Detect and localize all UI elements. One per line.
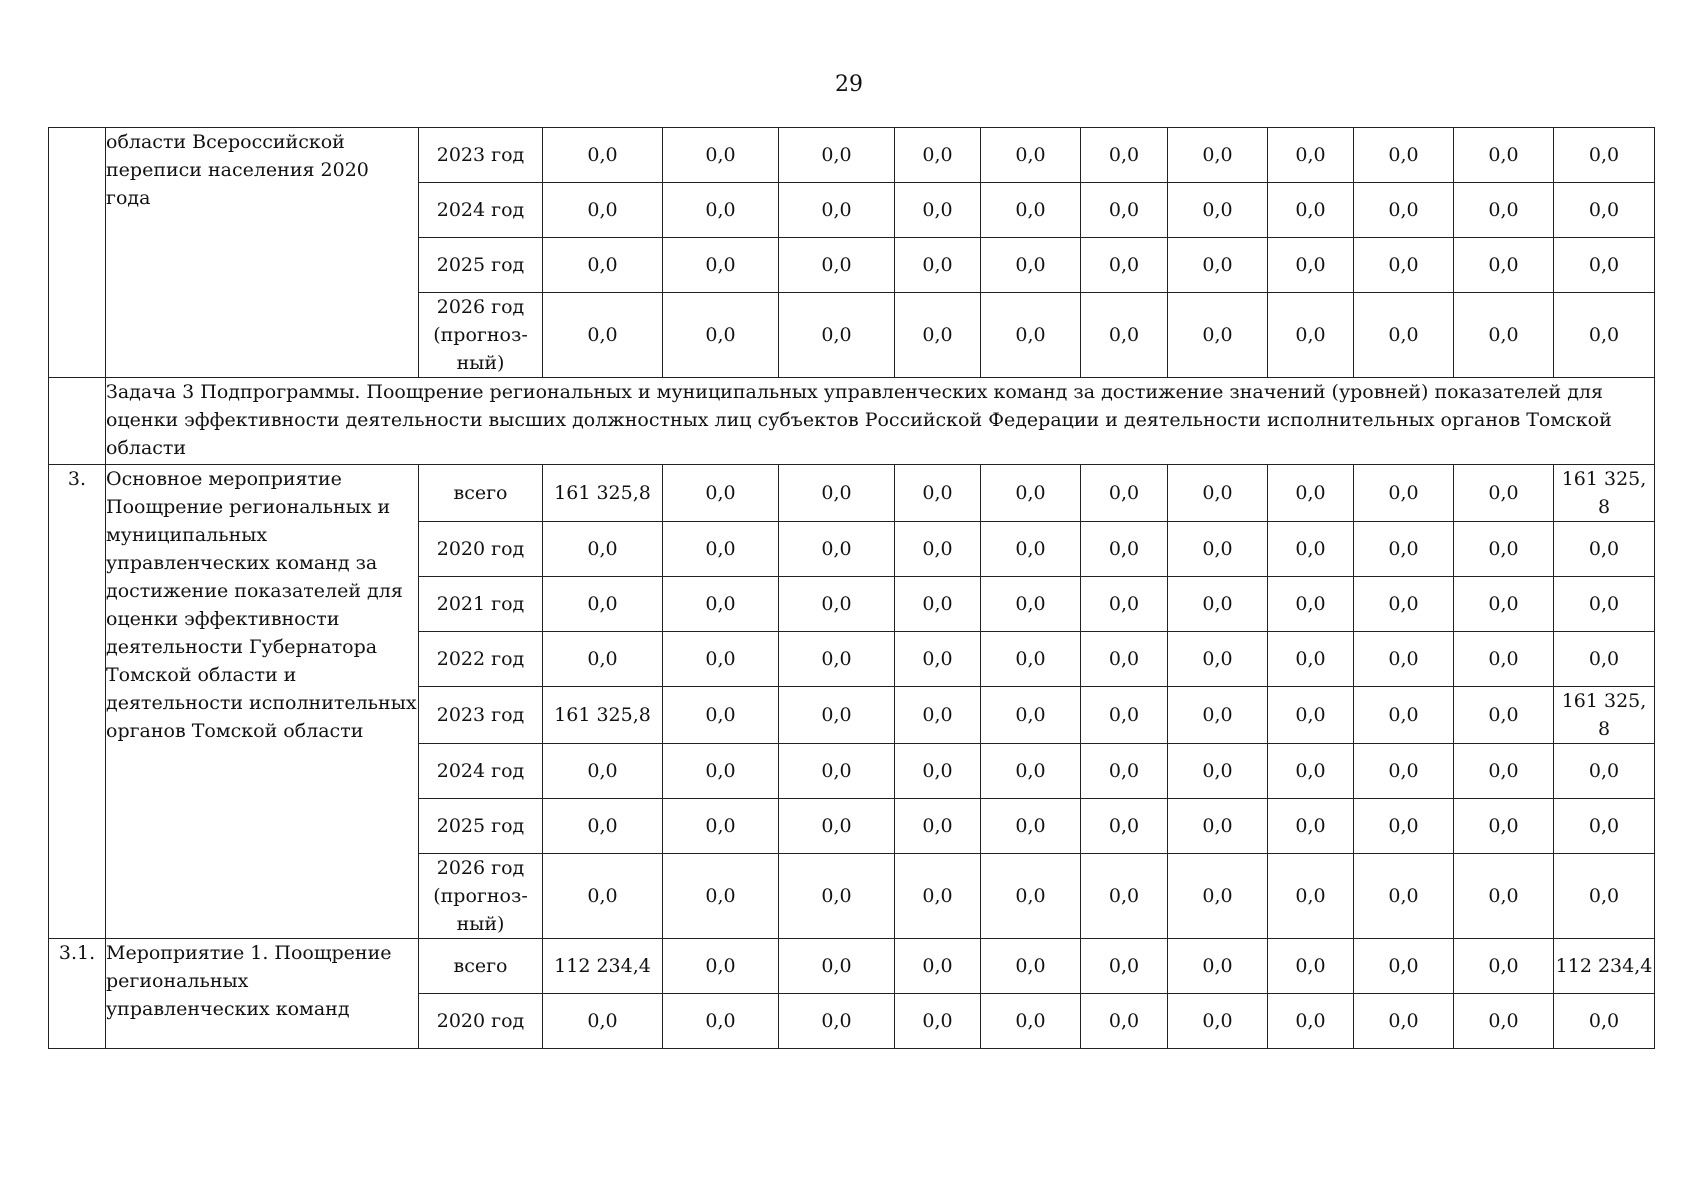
- value-cell: 0,0: [1268, 522, 1354, 577]
- period-cell: 2025 год: [419, 799, 543, 854]
- page-number: 29: [835, 72, 863, 97]
- period-cell: 2026 год (прогноз-ный): [419, 854, 543, 939]
- value-cell: 0,0: [1554, 744, 1655, 799]
- value-cell: 0,0: [1454, 238, 1554, 293]
- value-cell: 0,0: [779, 939, 895, 994]
- value-cell: 0,0: [1554, 854, 1655, 939]
- value-cell: 0,0: [1454, 744, 1554, 799]
- value-cell: 0,0: [981, 854, 1081, 939]
- value-cell: 0,0: [1168, 183, 1268, 238]
- value-cell: 0,0: [1354, 577, 1454, 632]
- value-cell: 0,0: [1081, 238, 1168, 293]
- value-cell: 0,0: [1268, 183, 1354, 238]
- value-cell: 0,0: [1268, 687, 1354, 744]
- value-cell: 0,0: [543, 183, 663, 238]
- value-cell: 0,0: [895, 238, 981, 293]
- row-description: области Всероссийской переписи населения 2020 года: [106, 128, 419, 378]
- value-cell: 0,0: [1168, 854, 1268, 939]
- value-cell: 0,0: [1554, 632, 1655, 687]
- period-cell: 2024 год: [419, 183, 543, 238]
- value-cell: 0,0: [1268, 465, 1354, 522]
- value-cell: 0,0: [779, 238, 895, 293]
- row-number: 3.: [49, 465, 106, 939]
- value-cell: 0,0: [1168, 522, 1268, 577]
- value-cell: 0,0: [1354, 744, 1454, 799]
- value-cell: 0,0: [1454, 994, 1554, 1049]
- value-cell: 0,0: [981, 183, 1081, 238]
- value-cell: 0,0: [1354, 799, 1454, 854]
- value-cell: 161 325, 8: [1554, 465, 1655, 522]
- value-cell: 0,0: [1168, 128, 1268, 183]
- value-cell: 0,0: [663, 744, 779, 799]
- value-cell: 0,0: [543, 128, 663, 183]
- value-cell: 0,0: [1168, 577, 1268, 632]
- value-cell: 0,0: [1081, 632, 1168, 687]
- value-cell: 0,0: [663, 577, 779, 632]
- value-cell: 0,0: [1554, 994, 1655, 1049]
- budget-table: [48, 127, 1655, 1049]
- value-cell: 0,0: [663, 632, 779, 687]
- value-cell: 0,0: [981, 994, 1081, 1049]
- value-cell: 0,0: [1454, 128, 1554, 183]
- value-cell: 0,0: [1454, 183, 1554, 238]
- value-cell: 0,0: [1268, 238, 1354, 293]
- value-cell: 0,0: [779, 522, 895, 577]
- value-cell: 0,0: [981, 522, 1081, 577]
- value-cell: 0,0: [1268, 577, 1354, 632]
- period-cell: 2020 год: [419, 994, 543, 1049]
- value-cell: 0,0: [1268, 854, 1354, 939]
- period-cell: всего: [419, 939, 543, 994]
- value-cell: 0,0: [1454, 939, 1554, 994]
- value-cell: 0,0: [1168, 238, 1268, 293]
- value-cell: 0,0: [1354, 854, 1454, 939]
- value-cell: 0,0: [981, 128, 1081, 183]
- value-cell: 0,0: [895, 293, 981, 378]
- period-cell: 2026 год (прогноз-ный): [419, 293, 543, 378]
- value-cell: 0,0: [1354, 994, 1454, 1049]
- value-cell: 0,0: [895, 128, 981, 183]
- value-cell: 0,0: [1354, 293, 1454, 378]
- value-cell: 0,0: [1454, 465, 1554, 522]
- period-cell: всего: [419, 465, 543, 522]
- value-cell: 0,0: [663, 994, 779, 1049]
- value-cell: 0,0: [895, 183, 981, 238]
- value-cell: 0,0: [981, 744, 1081, 799]
- value-cell: 0,0: [1354, 128, 1454, 183]
- value-cell: 0,0: [1268, 994, 1354, 1049]
- period-cell: 2021 год: [419, 577, 543, 632]
- value-cell: 0,0: [543, 632, 663, 687]
- value-cell: 0,0: [1354, 238, 1454, 293]
- value-cell: 0,0: [1354, 939, 1454, 994]
- value-cell: 0,0: [1554, 577, 1655, 632]
- value-cell: 0,0: [543, 994, 663, 1049]
- value-cell: 0,0: [1081, 854, 1168, 939]
- value-cell: 0,0: [663, 522, 779, 577]
- value-cell: 0,0: [1354, 465, 1454, 522]
- value-cell: 0,0: [1554, 238, 1655, 293]
- period-cell: 2023 год: [419, 687, 543, 744]
- value-cell: 0,0: [779, 128, 895, 183]
- row-description: Мероприятие 1. Поощрение региональных управленческих команд: [106, 939, 419, 1049]
- value-cell: 0,0: [1168, 799, 1268, 854]
- value-cell: 0,0: [1554, 128, 1655, 183]
- value-cell: 0,0: [663, 128, 779, 183]
- value-cell: 0,0: [981, 238, 1081, 293]
- value-cell: 0,0: [1268, 799, 1354, 854]
- value-cell: 161 325, 8: [1554, 687, 1655, 744]
- value-cell: 0,0: [1081, 577, 1168, 632]
- value-cell: 0,0: [543, 577, 663, 632]
- value-cell: 0,0: [895, 577, 981, 632]
- value-cell: 0,0: [663, 183, 779, 238]
- value-cell: 0,0: [1168, 632, 1268, 687]
- row-number: 3.1.: [49, 939, 106, 1049]
- value-cell: 0,0: [1554, 293, 1655, 378]
- value-cell: 0,0: [663, 238, 779, 293]
- value-cell: 0,0: [1268, 939, 1354, 994]
- value-cell: 0,0: [1168, 744, 1268, 799]
- value-cell: 0,0: [779, 632, 895, 687]
- value-cell: 0,0: [1081, 744, 1168, 799]
- value-cell: 0,0: [1354, 632, 1454, 687]
- value-cell: 0,0: [1268, 128, 1354, 183]
- period-cell: 2023 год: [419, 128, 543, 183]
- value-cell: 112 234,4: [543, 939, 663, 994]
- value-cell: 0,0: [1081, 465, 1168, 522]
- value-cell: 0,0: [1168, 939, 1268, 994]
- value-cell: 0,0: [981, 799, 1081, 854]
- value-cell: 0,0: [1454, 522, 1554, 577]
- table-row: [49, 465, 1655, 522]
- value-cell: 161 325,8: [543, 687, 663, 744]
- value-cell: 0,0: [779, 183, 895, 238]
- value-cell: 0,0: [543, 293, 663, 378]
- table-row: [49, 939, 1655, 994]
- value-cell: 0,0: [1354, 522, 1454, 577]
- value-cell: 0,0: [1168, 687, 1268, 744]
- value-cell: 0,0: [981, 577, 1081, 632]
- value-cell: 0,0: [1081, 994, 1168, 1049]
- period-cell: 2020 год: [419, 522, 543, 577]
- value-cell: 0,0: [981, 687, 1081, 744]
- value-cell: 0,0: [1268, 744, 1354, 799]
- value-cell: 0,0: [779, 687, 895, 744]
- value-cell: 0,0: [895, 632, 981, 687]
- value-cell: 0,0: [1168, 293, 1268, 378]
- value-cell: 0,0: [1454, 799, 1554, 854]
- value-cell: 0,0: [1554, 522, 1655, 577]
- value-cell: 0,0: [779, 994, 895, 1049]
- task-row: [49, 378, 1655, 465]
- table-row: [49, 128, 1655, 183]
- value-cell: 0,0: [543, 854, 663, 939]
- value-cell: 0,0: [1268, 632, 1354, 687]
- value-cell: 0,0: [663, 465, 779, 522]
- value-cell: 0,0: [1454, 687, 1554, 744]
- value-cell: 0,0: [663, 293, 779, 378]
- value-cell: 0,0: [1081, 183, 1168, 238]
- value-cell: 0,0: [1268, 293, 1354, 378]
- value-cell: 0,0: [981, 939, 1081, 994]
- value-cell: 112 234,4: [1554, 939, 1655, 994]
- value-cell: 0,0: [1168, 465, 1268, 522]
- value-cell: 0,0: [543, 744, 663, 799]
- value-cell: 0,0: [779, 465, 895, 522]
- value-cell: 0,0: [1454, 632, 1554, 687]
- value-cell: 0,0: [1168, 994, 1268, 1049]
- value-cell: 0,0: [895, 939, 981, 994]
- value-cell: 0,0: [895, 687, 981, 744]
- value-cell: 0,0: [1081, 687, 1168, 744]
- value-cell: 0,0: [663, 799, 779, 854]
- value-cell: 0,0: [1081, 939, 1168, 994]
- value-cell: 0,0: [779, 293, 895, 378]
- value-cell: 0,0: [1354, 183, 1454, 238]
- value-cell: 0,0: [1454, 293, 1554, 378]
- row-number: [49, 378, 106, 465]
- value-cell: 0,0: [981, 293, 1081, 378]
- task-heading: Задача 3 Подпрограммы. Поощрение региональных и муниципальных управленческих команд за достижение значений (уровней) показателей для оценки эффективности деятельности высших должностных лиц субъектов Российской Федерации и деятельности исполнительных органов Томской области: [106, 378, 1655, 465]
- value-cell: 0,0: [1454, 854, 1554, 939]
- value-cell: 0,0: [1554, 183, 1655, 238]
- value-cell: 0,0: [663, 939, 779, 994]
- value-cell: 0,0: [1554, 799, 1655, 854]
- value-cell: 0,0: [543, 799, 663, 854]
- value-cell: 0,0: [895, 854, 981, 939]
- value-cell: 0,0: [895, 799, 981, 854]
- value-cell: 161 325,8: [543, 465, 663, 522]
- period-cell: 2025 год: [419, 238, 543, 293]
- row-description: Основное мероприятие Поощрение региональных и муниципальных управленческих команд за достижение показателей для оценки эффективности деятельности Губернатора Томской области и деятельности исполнительных органов Томской области: [106, 465, 419, 939]
- value-cell: 0,0: [981, 465, 1081, 522]
- value-cell: 0,0: [895, 465, 981, 522]
- period-cell: 2024 год: [419, 744, 543, 799]
- value-cell: 0,0: [895, 522, 981, 577]
- value-cell: 0,0: [1454, 577, 1554, 632]
- period-cell: 2022 год: [419, 632, 543, 687]
- value-cell: 0,0: [663, 687, 779, 744]
- value-cell: 0,0: [779, 799, 895, 854]
- value-cell: 0,0: [1354, 687, 1454, 744]
- value-cell: 0,0: [1081, 128, 1168, 183]
- value-cell: 0,0: [1081, 293, 1168, 378]
- value-cell: 0,0: [779, 577, 895, 632]
- value-cell: 0,0: [779, 744, 895, 799]
- value-cell: 0,0: [543, 238, 663, 293]
- row-number: [49, 128, 106, 378]
- value-cell: 0,0: [895, 994, 981, 1049]
- value-cell: 0,0: [543, 522, 663, 577]
- value-cell: 0,0: [1081, 799, 1168, 854]
- value-cell: 0,0: [981, 632, 1081, 687]
- value-cell: 0,0: [895, 744, 981, 799]
- value-cell: 0,0: [1081, 522, 1168, 577]
- value-cell: 0,0: [779, 854, 895, 939]
- value-cell: 0,0: [663, 854, 779, 939]
